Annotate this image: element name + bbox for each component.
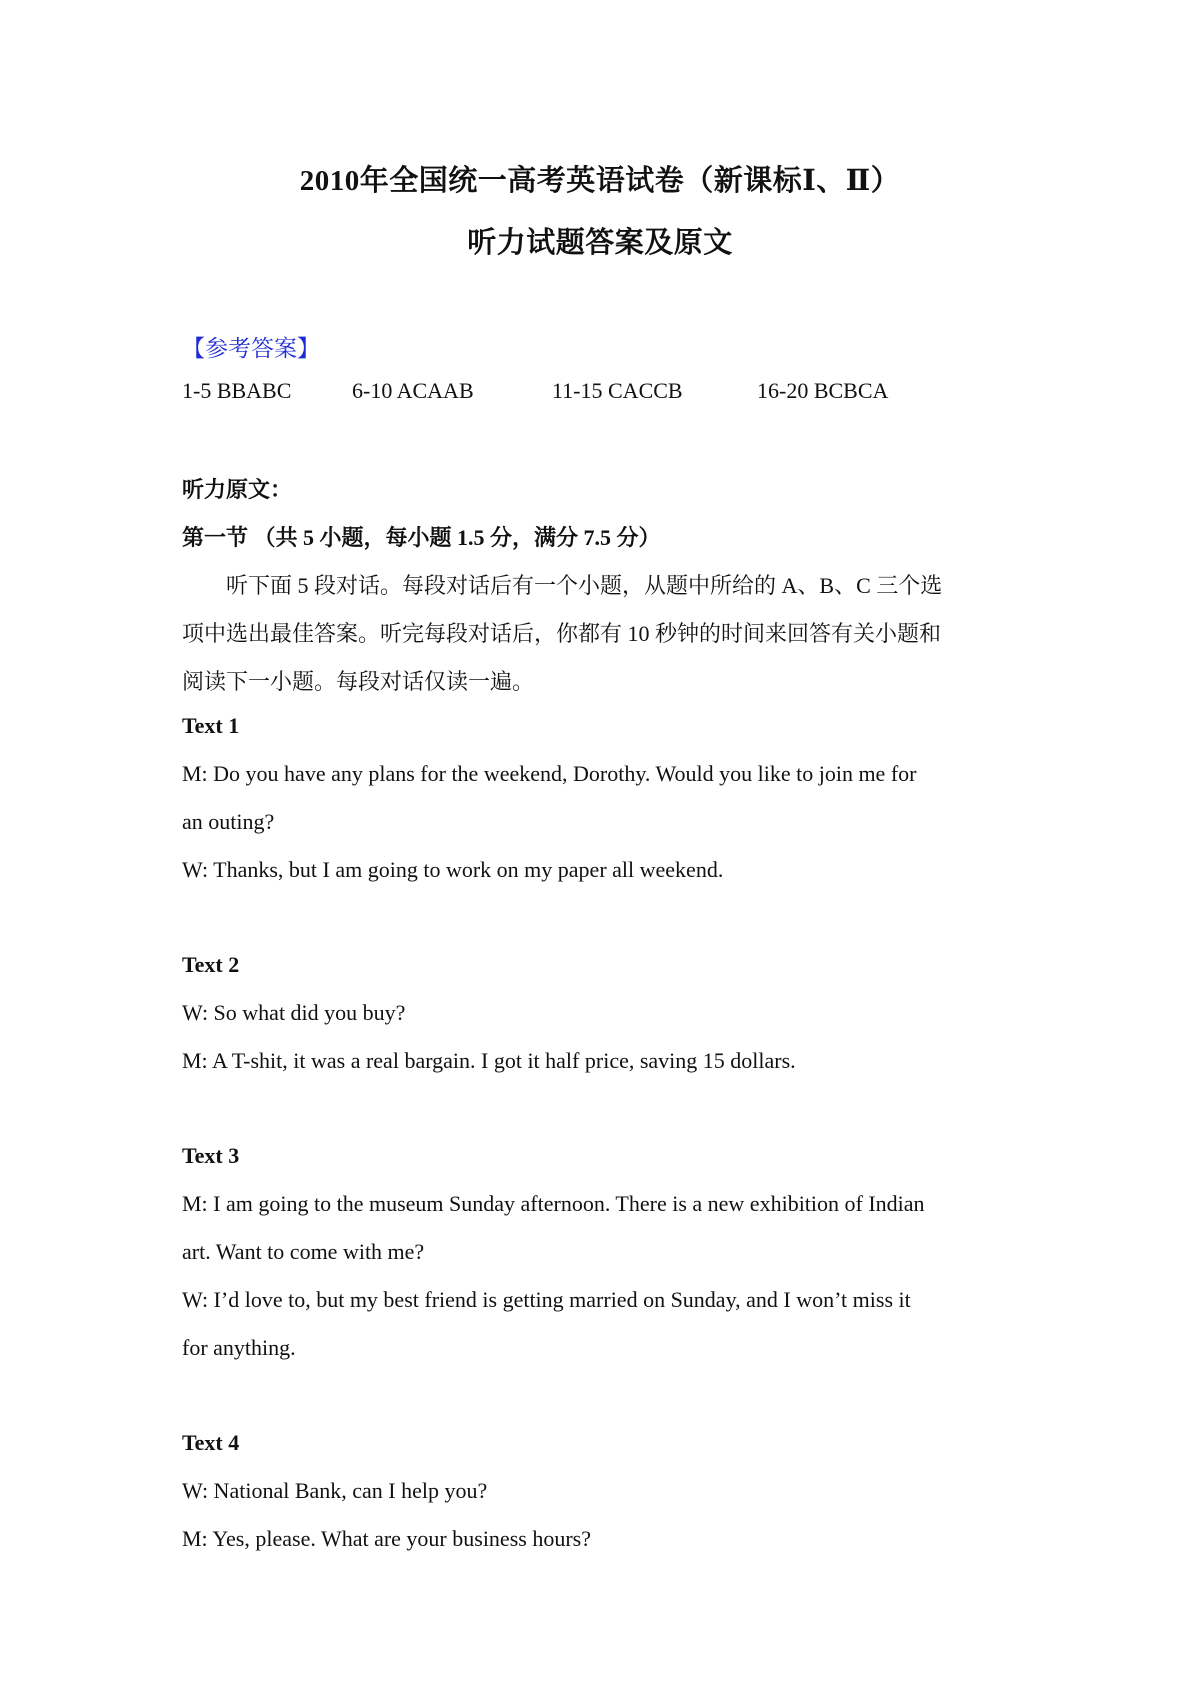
dialogue-line: W: So what did you buy? <box>182 1000 406 1025</box>
dialogue-line: W: I’d love to, but my best friend is getting married on Sunday, and I won’t miss it <box>182 1287 911 1312</box>
dialogue-line: M: A T-shit, it was a real bargain. I got it half price, saving 15 dollars. <box>182 1048 796 1073</box>
answer-group: 1-5 BBABC <box>182 378 292 403</box>
text-label: Text 1 <box>182 713 240 738</box>
dialogue-line: for anything. <box>182 1335 296 1360</box>
answer-group: 11-15 CACCB <box>552 378 683 403</box>
instruction-line: 阅读下一小题。每段对话仅读一遍。 <box>182 669 535 694</box>
dialogue-line: M: I am going to the museum Sunday afternoon. There is a new exhibition of Indian <box>182 1191 925 1216</box>
text-label: Text 4 <box>182 1430 240 1455</box>
text-label: Text 3 <box>182 1143 240 1168</box>
document-subtitle: 听力试题答案及原文 <box>467 227 733 259</box>
dialogue-line: an outing? <box>182 809 275 834</box>
answer-group: 6-10 ACAAB <box>352 378 474 403</box>
dialogue-line: W: Thanks, but I am going to work on my paper all weekend. <box>182 857 724 882</box>
document-title: 2010年全国统一高考英语试卷（新课标Ⅰ、Ⅱ） <box>299 165 901 197</box>
transcript-heading: 听力原文： <box>182 477 293 502</box>
answer-group: 16-20 BCBCA <box>757 378 889 403</box>
answer-key-row <box>182 378 957 404</box>
section-heading: 第一节 （共 5 小题，每小题 1.5 分，满分 7.5 分） <box>182 525 661 550</box>
instruction-line: 听下面 5 段对话。每段对话后有一个小题，从题中所给的 A、B、C 三个选 <box>226 573 943 598</box>
instruction-line: 项中选出最佳答案。听完每段对话后，你都有 10 秒钟的时间来回答有关小题和 <box>182 621 942 646</box>
dialogue-line: art. Want to come with me? <box>182 1239 425 1264</box>
dialogue-line: W: National Bank, can I help you? <box>182 1478 488 1503</box>
reference-answer-heading: 【参考答案】 <box>182 336 320 361</box>
text-label: Text 2 <box>182 952 240 977</box>
dialogue-line: M: Yes, please. What are your business hours? <box>182 1526 591 1551</box>
dialogue-line: M: Do you have any plans for the weekend, Dorothy. Would you like to join me for <box>182 761 917 786</box>
